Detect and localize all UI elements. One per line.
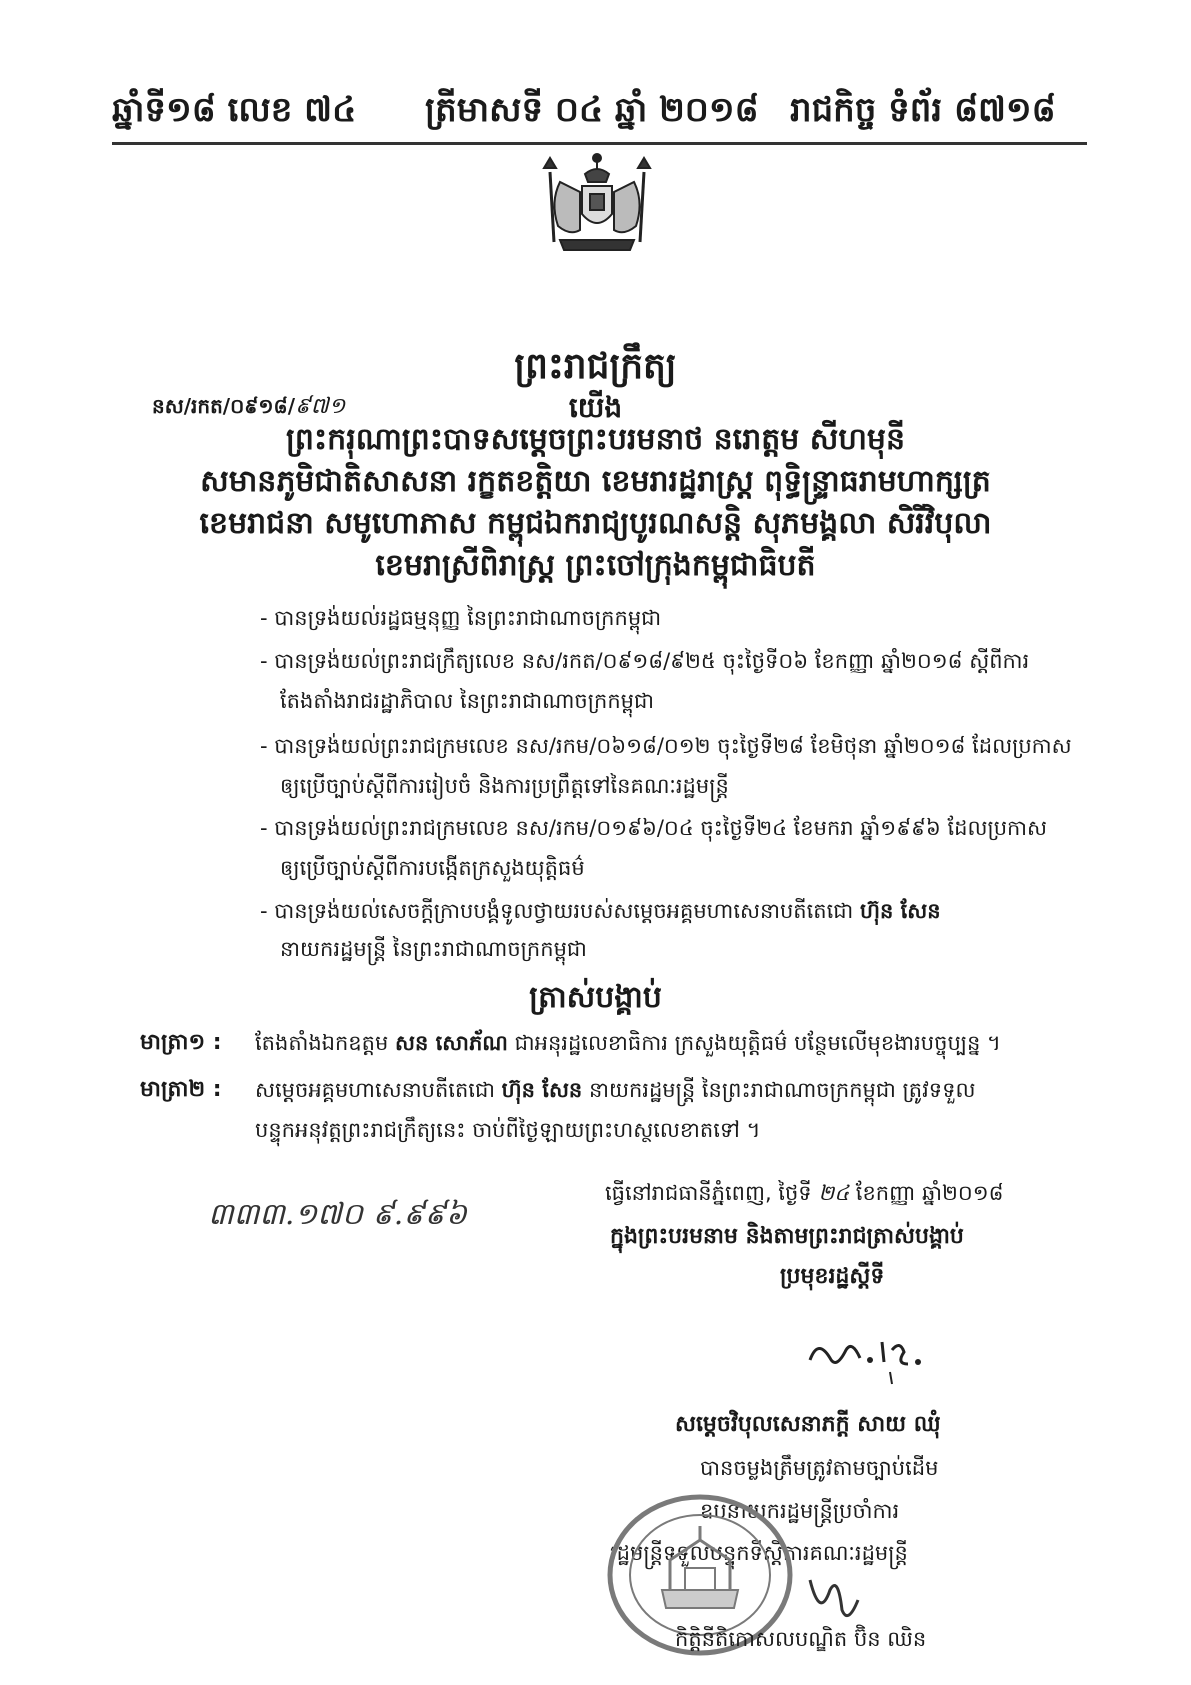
- signing-authority: ក្នុងព្រះបរមនាម និងតាមព្រះរាជត្រាស់បង្គាប់: [610, 1224, 964, 1249]
- article-2-label: មាត្រា២ :: [140, 1077, 222, 1102]
- article-2-post: នាយករដ្ឋមន្ត្រី នៃព្រះរាជាណាចក្រកម្ពុជា ត្រូវទទួល: [588, 1078, 976, 1102]
- header-rule: [112, 142, 1087, 145]
- basis-item-1: - បានទ្រង់យល់រដ្ឋធម្មនុញ្ញ នៃព្រះរាជាណាចក្រកម្ពុជា: [260, 606, 662, 630]
- king-title-line-4: ខេមរាស្រីពិរាស្ត្រ ព្រះចៅក្រុងកម្ពុជាធិបតី: [375, 548, 816, 583]
- royal-we: យើង: [568, 391, 623, 424]
- basis-item-3: - បានទ្រង់យល់ព្រះរាជក្រមលេខ នស/រកម/០៦១៨/០១២ ចុះថ្ងៃទី២៨ ខែមិថុនា ឆ្នាំ២០១៨ ដែលប្រកាស: [260, 734, 1072, 758]
- gazette-page: រាជកិច្ច ទំព័រ ៨៧១៨: [790, 90, 1056, 130]
- article-2-text: [255, 1077, 975, 1108]
- signing-day-handwritten: ២៤: [818, 1181, 850, 1205]
- king-title-line-3: ខេមរាជនា សមូហោភាស កម្ពុជឯករាជ្យបូរណសន្តិ សុភមង្គលា សិរីវិបុលា: [199, 506, 992, 541]
- basis-item-3-cont: ឲ្យប្រើច្បាប់ស្តីពីការរៀបចំ និងការប្រព្រឹត្តទៅនៃគណៈរដ្ឋមន្ត្រី: [280, 774, 729, 798]
- signing-place-date: [605, 1180, 1004, 1211]
- basis-item-4-cont: ឲ្យប្រើច្បាប់ស្តីពីការបង្កើតក្រសួងយុត្តិធម៌: [280, 856, 585, 880]
- basis-item-2-cont: តែងតាំងរាជរដ្ឋាភិបាល នៃព្រះរាជាណាចក្រកម្ពុជា: [280, 689, 654, 713]
- article-1-pre: តែងតាំងឯកឧត្តម: [255, 1031, 389, 1055]
- king-title-line-2: សមានភូមិជាតិសាសនា រក្ខតខត្តិយា ខេមរារដ្ឋរាស្ត្រ ពុទ្ធិន្ទ្រាធរាមហាក្សត្រ: [200, 464, 991, 499]
- basis-item-5-name: ហ៊ុន សែន: [859, 899, 941, 923]
- article-2-name: ហ៊ុន សែន: [501, 1078, 583, 1102]
- basis-item-5-cont: នាយករដ្ឋមន្ត្រី នៃព្រះរាជាណាចក្រកម្ពុជា: [280, 937, 587, 961]
- signing-place-post: ខែកញ្ញា ឆ្នាំ២០១៨: [855, 1181, 1004, 1205]
- king-title-line-1: ព្រះករុណាព្រះបាទសម្តេចព្រះបរមនាថ នរោត្តម សីហមុនី: [286, 422, 905, 457]
- acting-head-signature: [800, 1320, 950, 1390]
- minister-name: កិត្តិនីតិកោសលបណ្ឌិត ប៊ិន ឈិន: [675, 1627, 927, 1651]
- article-1-label: មាត្រា១ :: [140, 1030, 222, 1055]
- basis-item-4: - បានទ្រង់យល់ព្រះរាជក្រមលេខ នស/រកម/០១៩៦/០៤ ចុះថ្ងៃទី២៤ ខែមករា ឆ្នាំ១៩៩៦ ដែលប្រកាស: [260, 816, 1048, 840]
- article-2-cont: បន្ទុកអនុវត្តព្រះរាជក្រឹត្យនេះ ចាប់ពីថ្ងៃឡាយព្រះហស្ថលេខាតទៅ ។: [255, 1118, 761, 1142]
- royal-arms-emblem: [530, 152, 665, 262]
- gazette-issue: ឆ្នាំទី១៨ លេខ ៧៤: [112, 90, 357, 130]
- decree-title: ព្រះរាជក្រឹត្យ: [514, 346, 677, 387]
- signing-acting-head: ប្រមុខរដ្ឋស្តីទី: [780, 1264, 885, 1289]
- article-1-text: [255, 1030, 1001, 1061]
- basis-item-5-text: - បានទ្រង់យល់សេចក្តីក្រាបបង្គំទូលថ្វាយរបស់សម្តេចអគ្គមហាសេនាបតីតេជោ: [260, 899, 854, 923]
- article-2-pre: សម្តេចអគ្គមហាសេនាបតីតេជោ: [255, 1078, 495, 1102]
- signing-place-pre: ធ្វើនៅរាជធានីភ្នំពេញ, ថ្ងៃទី: [605, 1181, 812, 1205]
- minister-title: រដ្ឋមន្ត្រីទទួលបន្ទុកទីស្តីការគណៈរដ្ឋមន្ត្រី: [610, 1541, 908, 1565]
- basis-item-2: - បានទ្រង់យល់ព្រះរាជក្រឹត្យលេខ នស/រកត/០៩១៨/៩២៥ ចុះថ្ងៃទី០៦ ខែកញ្ញា ឆ្នាំ២០១៨ ស្តីពីការ: [260, 649, 1030, 673]
- decree-reference-handwritten: ៩៧១: [295, 394, 346, 419]
- handwritten-note: ៣៣៣.១៧០ ៩.៩៩៦: [208, 1197, 468, 1232]
- certified-copy-line: បានចម្លងត្រឹមត្រូវតាមច្បាប់ដើម: [700, 1456, 939, 1480]
- basis-item-5: [260, 898, 941, 929]
- dispose-heading: ត្រាស់បង្គាប់: [529, 980, 662, 1015]
- article-1-post: ជាអនុរដ្ឋលេខាធិការ ក្រសួងយុត្តិធម៌ បន្ថែមលើមុខងារបច្ចុប្បន្ន ។: [514, 1031, 1001, 1055]
- article-1-name: សន សោភ័ណ: [395, 1031, 508, 1055]
- minister-signature: [800, 1570, 870, 1630]
- signer-name: សម្តេចវិបុលសេនាភក្តី សាយ ឈុំ: [675, 1412, 941, 1437]
- deputy-pm-title: ឧបនាយករដ្ឋមន្ត្រីប្រចាំការ: [700, 1499, 900, 1523]
- decree-reference-printed: នស/រកត/០៩១៨/: [152, 394, 296, 418]
- gazette-quarter: ត្រីមាសទី ០៤ ឆ្នាំ ២០១៨: [425, 90, 759, 130]
